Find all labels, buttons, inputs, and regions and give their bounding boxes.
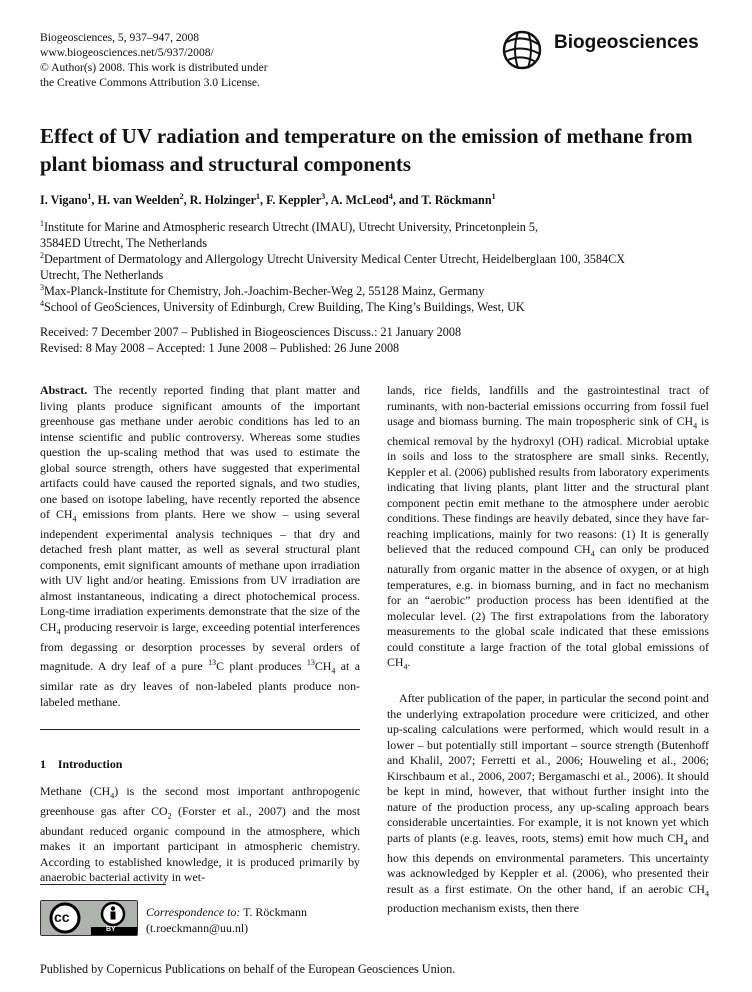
cc-label: cc xyxy=(54,909,70,925)
cc-by-license-badge[interactable] xyxy=(40,900,138,936)
author: H. van Weelden xyxy=(97,193,180,208)
author-affiliation-mark: 1 xyxy=(256,192,261,201)
author-list xyxy=(40,192,720,208)
superscript: 13 xyxy=(208,658,217,668)
affiliation-text: Utrecht, The Netherlands xyxy=(40,267,164,282)
author-affiliation-mark: 2 xyxy=(179,192,184,201)
author-affiliation-mark: 1 xyxy=(491,192,496,201)
affiliation-text: Department of Dermatology and Allergology Utrecht University Medical Center Utrecht, Heidelberglaan 100, 3584CX xyxy=(44,252,626,267)
body-text: and how this depends on environmental parameters. This uncertainty was acknowledged by Keppler et al. (2006), who presented their result as a first estimate. On the other hand, if an aerobic CH xyxy=(387,830,709,896)
correspondence xyxy=(146,904,307,936)
affiliation-number: 4 xyxy=(40,299,44,308)
journal-url[interactable]: www.biogeosciences.net/5/937/2008/ xyxy=(40,46,214,59)
author: A. McLeod xyxy=(330,193,389,208)
author: I. Vigano xyxy=(40,193,88,208)
journal-logo xyxy=(496,22,716,78)
affiliation-number: 1 xyxy=(40,219,44,228)
author-separator: , and xyxy=(392,193,422,208)
right-column xyxy=(387,383,709,917)
author-separator: , xyxy=(91,193,98,208)
subscript: 4 xyxy=(56,627,61,637)
subscript: 4 xyxy=(683,838,688,847)
subscript: 4 xyxy=(705,888,709,898)
subscript: 4 xyxy=(590,549,595,559)
subscript: 4 xyxy=(72,514,77,524)
license-line-1: © Author(s) 2008. This work is distributed under xyxy=(40,61,268,74)
author-affiliation-mark: 1 xyxy=(87,192,92,201)
subscript: 4 xyxy=(693,421,698,431)
body-text: can only be produced naturally from organic matter in the absence of oxygen, or at high temperatures, e.g. in biomass burning, and in fact no mechanism for an “aerobic” production process has been identified at the molecular level. (2) The first extrapolations from the laboratory measurements to the global scale indicated that these emissions could constitute a large fraction of the total global emissions of CH xyxy=(387,542,710,670)
abstract-text: emissions from plants. Here we show – using several independent experimental analysis techniques – that dry and detached fresh plant matter, as well as several structural plant components, emit significant amounts of methane upon irradiation with UV light and/or heating. Emissions from UV irradiation are almost instantaneous, indicating a direct photochemical process. Long-time irradiation experiments demonstrate that the size of the CH xyxy=(40,507,360,634)
author-affiliation-mark: 3 xyxy=(321,192,326,201)
section-heading xyxy=(40,757,122,772)
by-label: BY xyxy=(106,926,116,933)
correspondence-email[interactable]: (t.roeckmann@uu.nl) xyxy=(146,921,249,935)
body-text: After publication of the paper, in particular the second point and the underlying extrapolation procedure were criticized, and other up-scaling calculations were performed, which would result in a lower – but potentially still important – source strength (Butenhoff and Khalil, 2007; Ferretti et al., 2006; Houweling et al., 2006; Kirschbaum et al., 2006, 2007; Bergamaschi et al., 2006). It should be kept in mind, however, that without further insight into the nature of the production process, any up-scaling approach bears considerable uncertainties. For example, it is not known yet which parts of plants (e.g. leaves, roots, stems) emit how much CH xyxy=(387,691,709,845)
author-separator: , xyxy=(260,193,267,208)
body-paragraph xyxy=(387,383,709,675)
affiliation-text: Institute for Marine and Atmospheric research Utrecht (IMAU), Utrecht University, Princetonplein 5, xyxy=(44,220,539,235)
logo-text: Biogeosciences xyxy=(554,32,699,53)
affiliation-number: 2 xyxy=(40,251,44,260)
subscript: 2 xyxy=(167,811,172,821)
globe-logo-icon xyxy=(498,28,550,72)
intro-text: ) is the second most important anthropogenic greenhouse gas after CO xyxy=(40,784,360,818)
affiliation xyxy=(40,296,720,316)
body-text: lands, rice fields, landfills and the gastrointestinal tract of ruminants, with non-bacterial emissions occurring from fossil fuel usage and biomass burning. The main tropospheric sink of CH xyxy=(387,383,709,428)
introduction-text xyxy=(40,784,360,886)
publisher-footer: Published by Copernicus Publications on behalf of the European Geosciences Union. xyxy=(40,962,456,976)
abstract-text: at a similar rate as dry leaves of non-labeled plants produce non-labeled methane. xyxy=(40,659,360,709)
abstract xyxy=(40,383,360,710)
affiliation-text: School of GeoSciences, University of Edinburgh, Crew Building, The King’s Buildings, West, UK xyxy=(44,300,525,315)
abstract-label: Abstract. xyxy=(40,383,88,397)
body-paragraph xyxy=(387,691,709,917)
revised-dates: Revised: 8 May 2008 – Accepted: 1 June 2008 – Published: 26 June 2008 xyxy=(40,341,400,355)
author-separator: , xyxy=(183,193,190,208)
subscript: 4 xyxy=(110,791,115,801)
superscript: 13 xyxy=(306,658,315,668)
author-affiliation-mark: 4 xyxy=(388,192,393,201)
abstract-divider xyxy=(40,729,360,730)
body-text: is chemical removal by the hydroxyl (OH) radical. Microbial uptake in soils and loss to the stratosphere are small sinks. Recently, Keppler et al. (2006) published results from laboratory experiments indicating that living plants, plant litter and the structural plant component pectin emit methane to the atmosphere under aerobic conditions. These findings are heavily debated, since they have far-reaching implications, mainly for two reasons: (1) It is generally believed that the reduced compound CH xyxy=(387,414,709,557)
license-line-2: the Creative Commons Attribution 3.0 License. xyxy=(40,76,260,89)
abstract-text: CH xyxy=(314,659,332,674)
intro-paragraph xyxy=(40,784,360,886)
paper-title: Effect of UV radiation and temperature on the emission of methane from plant biomass and structural components xyxy=(40,124,693,176)
subscript: 4 xyxy=(403,662,408,672)
section-number: 1 xyxy=(40,757,46,771)
affiliation-text: 3584ED Utrecht, The Netherlands xyxy=(40,235,207,250)
abstract-text: The recently reported finding that plant matter and living plants produce significant amounts of the important greenhouse gas methane under aerobic conditions has led to an intense scientific and public controversy. Whereas some studies question the up-scaling method that was used to estimate the global source strength, others have suggested that experimental artifacts could have caused the reported signals, and two studies, one based on isotope labeling, have recently reported the absence of CH xyxy=(40,383,360,521)
affiliation-text: Max-Planck-Institute for Chemistry, Joh.-Joachim-Becher-Weg 2, 55128 Mainz, Germany xyxy=(44,284,485,299)
intro-text: (Forster et al., 2007) and the most abundant reduced organic compound in the atmosphere, which makes it an important participant in atmospheric chemistry. According to established knowledge, it is produced primarily by anaerobic bacterial activity in wet- xyxy=(40,803,360,885)
affiliation-number: 3 xyxy=(40,283,44,292)
author-separator: , xyxy=(325,193,331,208)
affiliation xyxy=(40,248,720,283)
journal-citation: Biogeosciences, 5, 937–947, 2008 xyxy=(40,31,200,44)
intro-text: Methane (CH xyxy=(40,784,111,798)
abstract-text: producing reservoir is large, exceeding potential interferences from degassing or desorption processes by several orders of magnitude. A dry leaf of a pure xyxy=(40,619,360,674)
footnote-divider xyxy=(40,884,166,885)
correspondence-name: T. Röckmann xyxy=(240,905,307,919)
received-dates: Received: 7 December 2007 – Published in Biogeosciences Discuss.: 21 January 2008 xyxy=(40,325,462,339)
abstract-paragraph xyxy=(40,383,360,710)
abstract-text: C plant produces xyxy=(216,659,307,674)
author: R. Holzinger xyxy=(189,193,257,208)
subscript: 4 xyxy=(331,666,336,676)
author: F. Keppler xyxy=(266,193,322,208)
affiliation xyxy=(40,216,720,251)
section-title: Introduction xyxy=(57,757,123,771)
body-text: . xyxy=(407,655,411,670)
correspondence-label: Correspondence to: xyxy=(146,905,241,919)
author: T. Röckmann xyxy=(421,193,492,208)
body-text: production mechanism exists, then there xyxy=(387,901,579,916)
